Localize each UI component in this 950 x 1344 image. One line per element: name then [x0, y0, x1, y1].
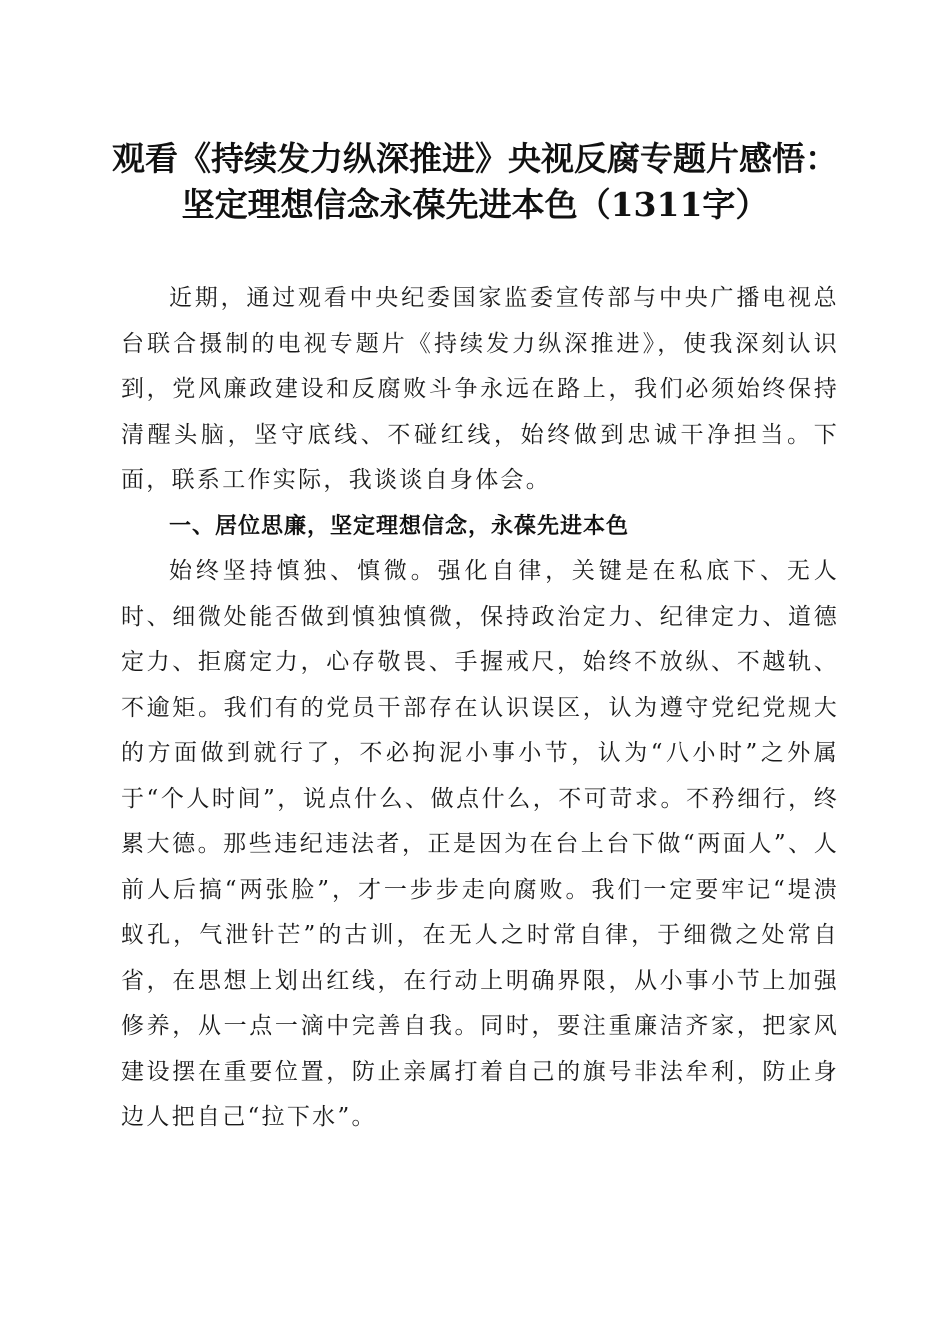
document-title: 观看《持续发力纵深推进》央视反腐专题片感悟：坚定理想信念永葆先进本色（1311字） [112, 139, 838, 224]
document-body [121, 276, 839, 1141]
section-paragraph: 始终坚持慎独、慎微。强化自律，关键是在私底下、无人时、细微处能否做到慎独慎微，保持政治定力、纪律定力、道德定力、拒腐定力，心存敬畏、手握戒尺，始终不放纵、不越轨、不逾矩。我们有的党员干部存在认识误区，认为遵守党纪党规大的方面做到就行了，不必拘泥小事小节，认为“八小时”之外属于“个人时间”，说点什么、做点什么，不可苛求。不矜细行，终累大德。那些违纪违法者，正是因为在台上台下做“两面人”、人前人后搞“两张脸”，才一步步走向腐败。我们一定要牢记“堤溃蚁孔，气泄针芒”的古训，在无人之时常自律，于细微之处常自省，在思想上划出红线，在行动上明确界限，从小事小节上加强修养，从一点一滴中完善自我。同时，要注重廉洁齐家，把家风建设摆在重要位置，防止亲属打着自己的旗号非法牟利，防止身边人把自己“拉下水”。 [121, 558, 839, 1130]
intro-paragraph: 近期，通过观看中央纪委国家监委宣传部与中央广播电视总台联合摄制的电视专题片《持续发力纵深推进》，使我深刻认识到，党风廉政建设和反腐败斗争永远在路上，我们必须始终保持清醒头脑，坚守底线、不碰红线，始终做到忠诚干净担当。下面，联系工作实际，我谈谈自身体会。 [121, 285, 839, 493]
section-heading: 一、居位思廉，坚定理想信念，永葆先进本色 [169, 513, 630, 539]
